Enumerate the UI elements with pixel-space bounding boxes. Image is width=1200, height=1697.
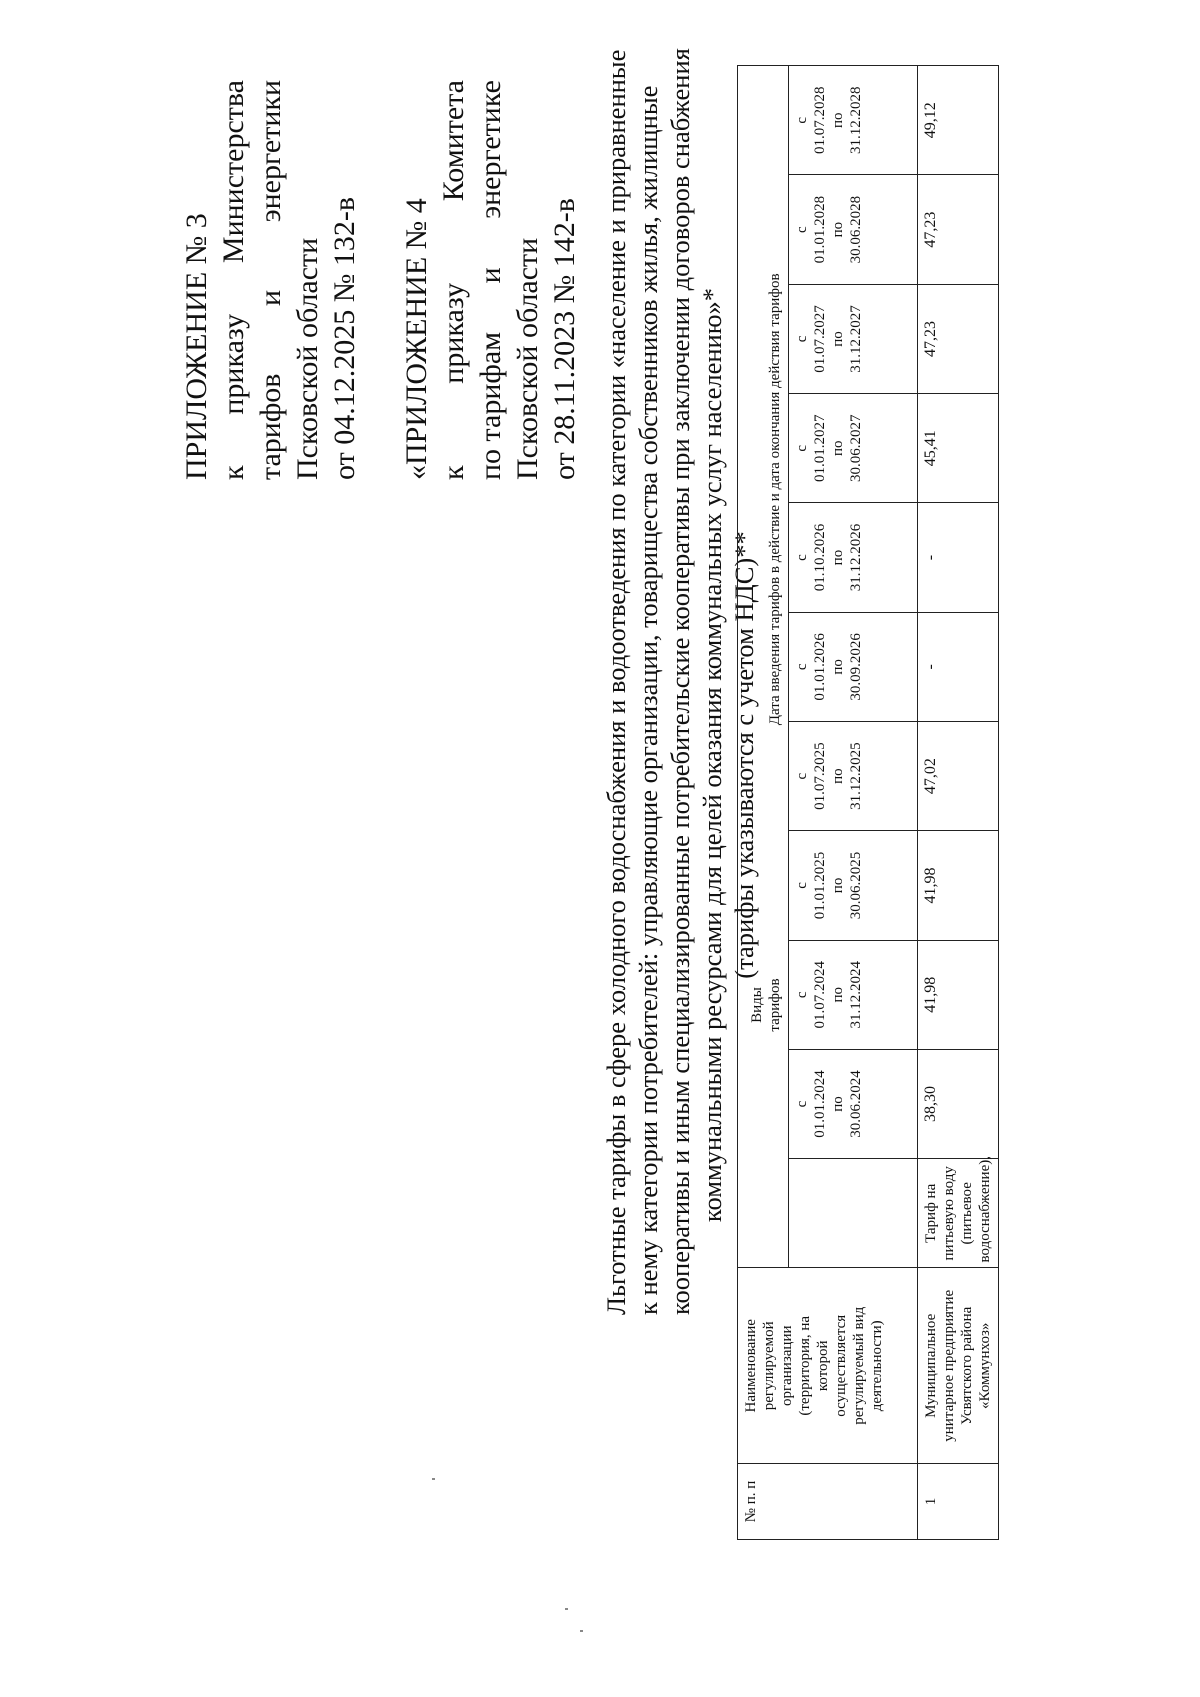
- header-dates: [738, 66, 789, 1268]
- appendix-4-block: [398, 80, 583, 480]
- period-cell: с 01.01.2027 по 30.06.2027: [789, 394, 918, 503]
- tariffs-table: [737, 65, 999, 1540]
- period-cell: с 01.01.2024 по 30.06.2024: [789, 1049, 918, 1158]
- title-line-2: к нему категории потребителей: управляющие организации, товарищества собственников жилья, жилищные: [633, 85, 663, 1315]
- period-cell: с 01.10.2026 по 31.12.2026: [789, 503, 918, 612]
- rotated-document: [10, 40, 1120, 1640]
- period-cell: с 01.01.2025 по 30.06.2025: [789, 831, 918, 940]
- row-tariff-type: Тариф на питьевую воду (питьевое водоснабжение),: [918, 1159, 999, 1268]
- period-cell: с 01.01.2028 по 30.06.2028: [789, 175, 918, 284]
- appendix-3-line5: от 04.12.2025 № 132-в: [328, 197, 361, 480]
- row-number: 1: [918, 1464, 999, 1540]
- tariff-value: 45,41: [918, 394, 999, 503]
- appendix-4-heading: «ПРИЛОЖЕНИЕ № 4: [400, 198, 433, 480]
- period-cell: с 01.07.2027 по 31.12.2027: [789, 284, 918, 393]
- title-line-3: кооперативы и иным специализированные потребительские кооперативы при заключении договоров снабжения: [665, 48, 695, 1315]
- tariff-value: 47,23: [918, 284, 999, 393]
- row-organization: Муниципальное унитарное предприятие Усвятского района «Коммунхоз»: [918, 1268, 999, 1464]
- appendix-3-block: [178, 80, 363, 480]
- period-cell: с 01.01.2026 по 30.09.2026: [789, 612, 918, 721]
- appendix-3-heading: ПРИЛОЖЕНИЕ № 3: [180, 213, 213, 480]
- appendix-4-line3: по тарифам и энергетике: [474, 80, 507, 480]
- appendix-3-line2: к приказу Министерства: [217, 80, 250, 480]
- appendix-4-line2: к приказу Комитета: [437, 80, 470, 480]
- title-line-5: (тарифы указываются с учетом НДС)**: [729, 531, 759, 979]
- title-line-1: Льготные тарифы в сфере холодного водоснабжения и водоотведения по категории «население и приравненные: [601, 49, 631, 1315]
- appendix-3-line4: Псковской области: [291, 237, 324, 480]
- tariff-value: -: [918, 503, 999, 612]
- table-row: [918, 66, 999, 1540]
- tariff-value: 47,23: [918, 175, 999, 284]
- appendix-4-line4: Псковской области: [511, 237, 544, 480]
- header-dates-label: Дата введения тарифов в действие и дата окончания действия тарифов: [767, 273, 783, 726]
- period-cell: с 01.07.2025 по 31.12.2025: [789, 721, 918, 830]
- tariff-value: 49,12: [918, 66, 999, 176]
- header-organization: Наименование регулируемой организации (территория, на которой осуществляется регулируемый вид деятельности): [738, 1268, 918, 1464]
- period-cell: с 01.07.2028 по 31.12.2028: [789, 66, 918, 176]
- title-line-4: коммунальными ресурсами для целей оказания коммунальных услуг населению»*: [697, 287, 727, 1223]
- appendix-3-line3: тарифов и энергетики: [254, 80, 287, 480]
- table-header-row: [738, 66, 789, 1540]
- tariff-value: 47,02: [918, 721, 999, 830]
- tariff-value: 38,30: [918, 1049, 999, 1158]
- period-blank-cell: [789, 1159, 918, 1268]
- appendix-4-line5: от 28.11.2023 № 142-в: [548, 198, 581, 480]
- header-number: № п. п: [738, 1464, 918, 1540]
- header-tariff-types: Виды тарифов: [749, 978, 783, 1032]
- tariff-value: 41,98: [918, 831, 999, 940]
- tariff-value: 41,98: [918, 940, 999, 1049]
- document-title: [600, 48, 760, 1315]
- tariff-value: -: [918, 612, 999, 721]
- period-cell: с 01.07.2024 по 31.12.2024: [789, 940, 918, 1049]
